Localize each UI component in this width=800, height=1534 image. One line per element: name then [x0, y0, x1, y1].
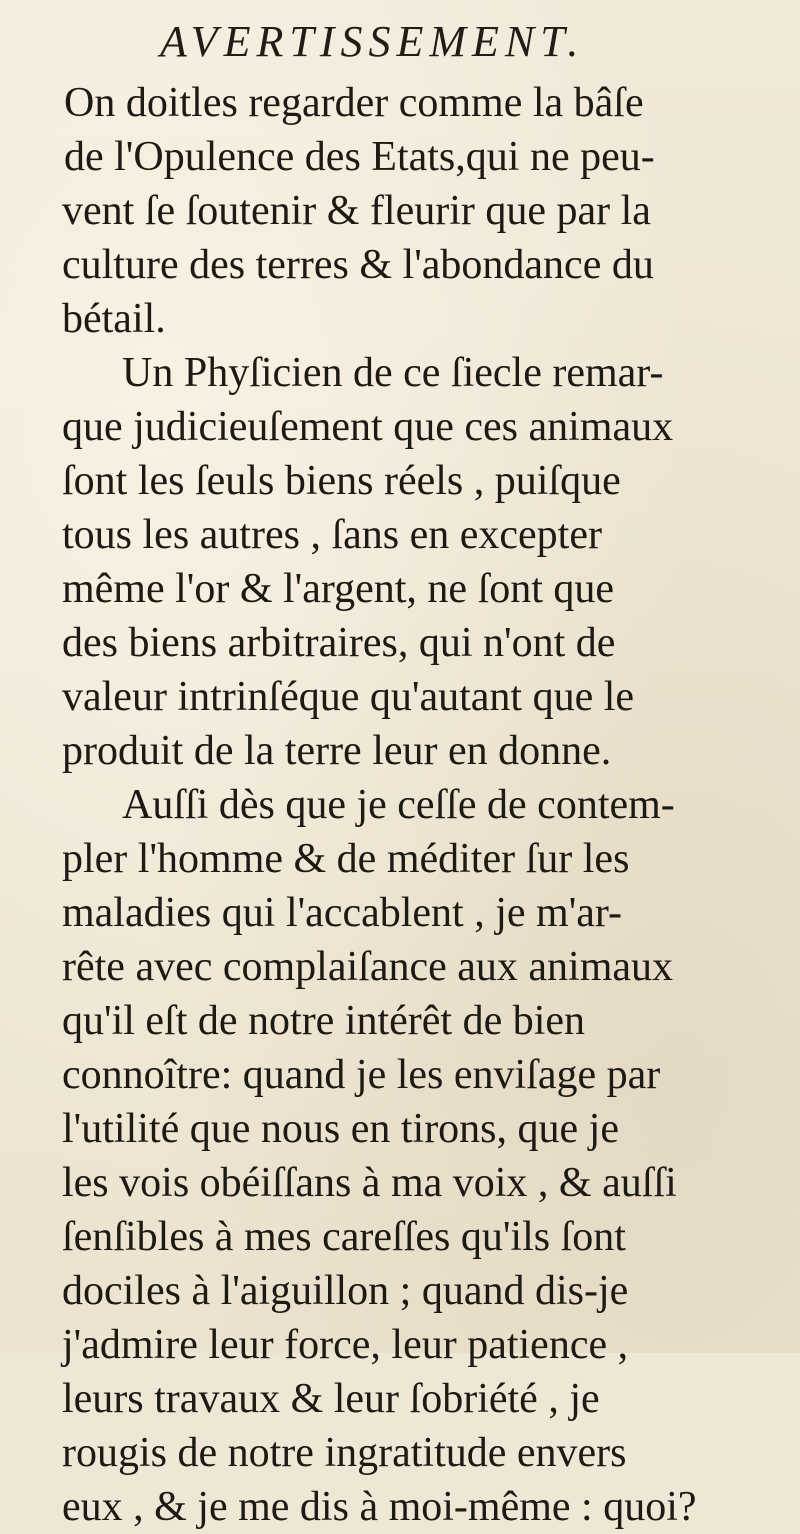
text-line: bétail.: [62, 296, 166, 342]
text-line: produit de la terre leur en donne.: [62, 728, 612, 774]
text-line: Un Phyſicien de ce ſiecle remar-: [122, 350, 664, 396]
text-line: tous les autres , ſans en excepter: [62, 512, 602, 558]
text-line: pler l'homme & de méditer ſur les: [62, 836, 630, 882]
text-line: Auſſi dès que je ceſſe de contem-: [122, 782, 675, 828]
text-line: maladies qui l'accablent , je m'ar-: [62, 890, 623, 936]
text-line: vent ſe ſoutenir & fleurir que par la: [62, 188, 651, 234]
text-line: dociles à l'aiguillon ; quand dis-je: [62, 1268, 629, 1314]
body-text: [62, 76, 752, 1534]
text-line: qu'il eſt de notre intérêt de bien: [62, 998, 586, 1044]
text-line: même l'or & l'argent, ne ſont que: [62, 566, 615, 612]
text-line: ſenſibles à mes careſſes qu'ils ſont: [62, 1214, 626, 1260]
text-line: leurs travaux & leur ſobriété , je: [62, 1376, 600, 1422]
text-line: de l'Opulence des Etats,qui ne peu-: [64, 134, 655, 180]
text-line: culture des terres & l'abondance du: [62, 242, 654, 288]
text-line: rête avec complaiſance aux animaux: [62, 944, 674, 990]
text-line: On doitles regarder comme la bâſe: [64, 80, 644, 126]
text-line: connoître: quand je les enviſage par: [62, 1052, 661, 1098]
text-line: ſont les ſeuls biens réels , puiſque: [62, 458, 621, 504]
page-header: AVERTISSEMENT.: [160, 17, 585, 66]
text-line: j'admire leur force, leur patience ,: [62, 1322, 629, 1368]
text-line: les vois obéiſſans à ma voix , & auſſi: [62, 1160, 677, 1206]
text-line: valeur intrinſéque qu'autant que le: [62, 674, 635, 720]
text-line: des biens arbitraires, qui n'ont de: [62, 620, 616, 666]
text-line: que judicieuſement que ces animaux: [62, 404, 674, 450]
text-line: l'utilité que nous en tirons, que je: [62, 1106, 619, 1152]
text-line: eux , & je me dis à moi-même : quoi?: [62, 1484, 697, 1530]
text-line: rougis de notre ingratitude envers: [62, 1430, 627, 1476]
